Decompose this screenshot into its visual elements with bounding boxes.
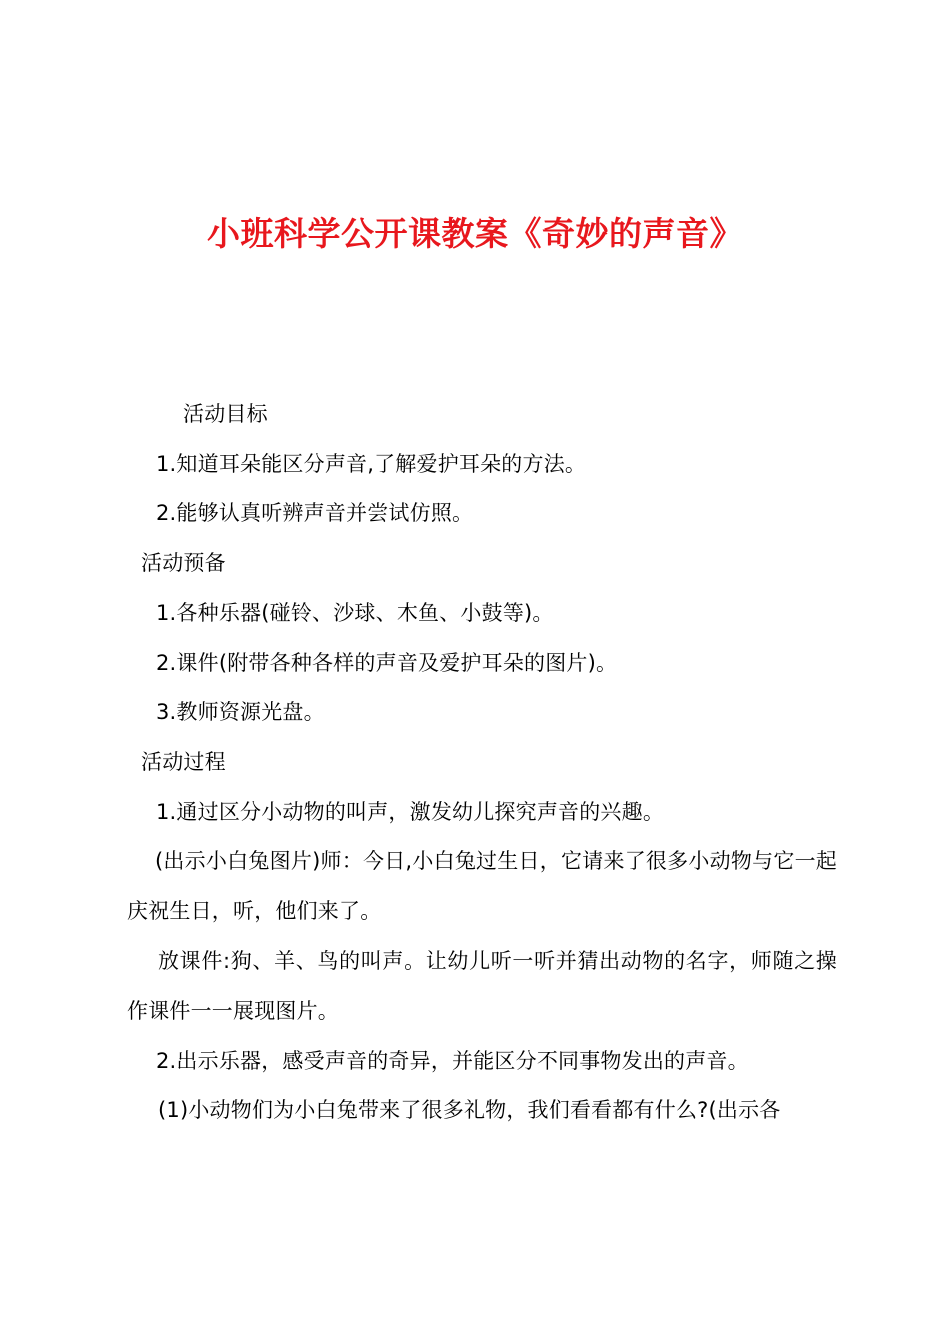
- process-step-2: 2.出示乐器，感受声音的奇异，并能区分不同事物发出的声音。: [156, 1049, 749, 1073]
- prep-heading: 活动预备: [141, 551, 226, 575]
- prep-item-2: 2.课件(附带各种各样的声音及爱护耳朵的图片)。: [156, 651, 618, 675]
- process-step-1-detail-a: (出示小白兔图片)师：今日,小白兔过生日，它请来了很多小动物与它一起庆祝生日，听，他们来了。: [127, 849, 837, 923]
- goal-item-1: 1.知道耳朵能区分声音,了解爱护耳朵的方法。: [156, 452, 587, 476]
- prep-item-1: 1.各种乐器(碰铃、沙球、木鱼、小鼓等)。: [156, 601, 554, 625]
- document-title: 小班科学公开课教案《奇妙的声音》: [207, 214, 743, 253]
- prep-item-3: 3.教师资源光盘。: [156, 700, 325, 724]
- process-step-2-detail: (1)小动物们为小白兔带来了很多礼物，我们看看都有什么?(出示各: [158, 1098, 781, 1122]
- process-step-1-detail-b: 放课件:狗、羊、鸟的叫声。让幼儿听一听并猜出动物的名字，师随之操作课件一一展现图片。: [127, 949, 837, 1023]
- goals-heading: 活动目标: [183, 402, 268, 426]
- process-heading: 活动过程: [141, 750, 226, 774]
- process-step-1: 1.通过区分小动物的叫声，激发幼儿探究声音的兴趣。: [156, 800, 665, 824]
- goal-item-2: 2.能够认真听辨声音并尝试仿照。: [156, 501, 474, 525]
